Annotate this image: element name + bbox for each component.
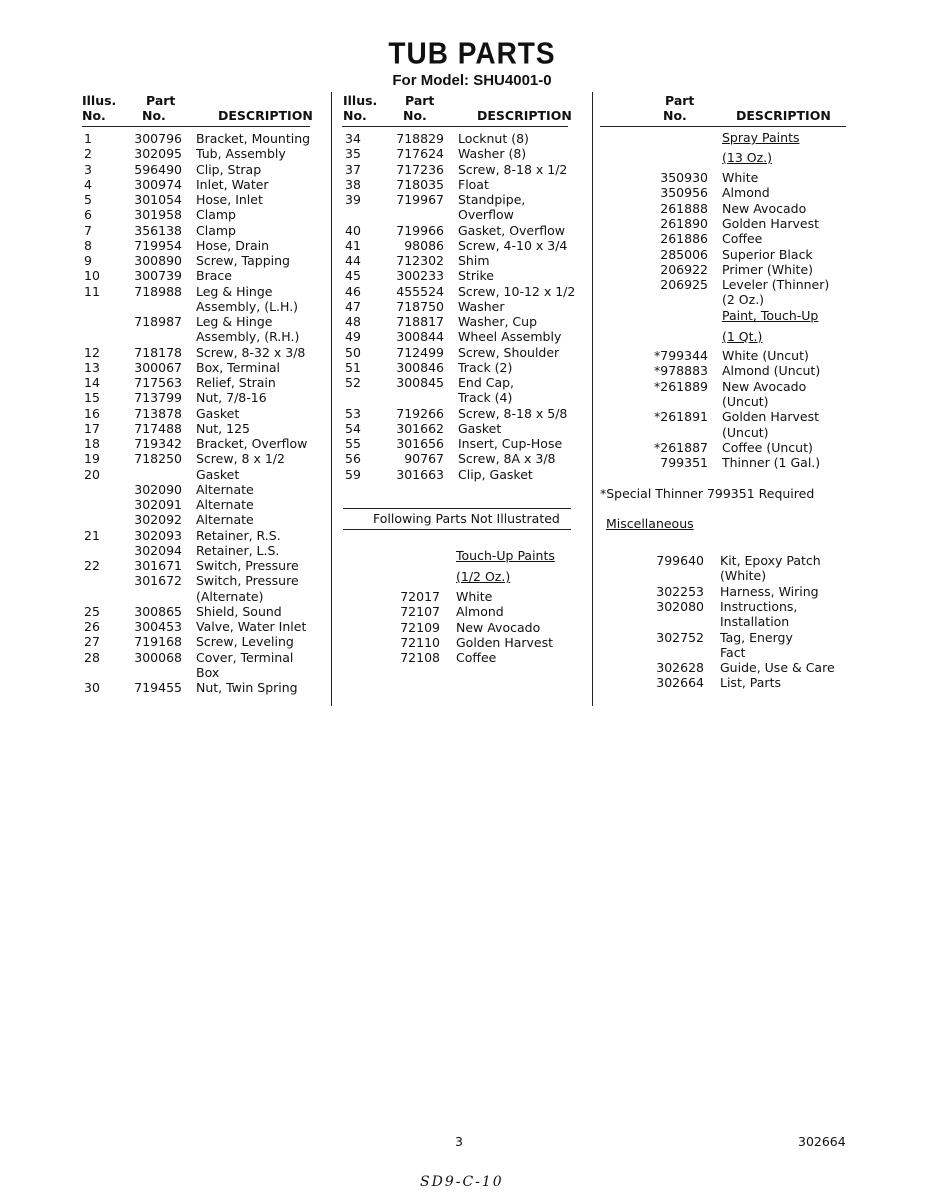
illus-number: 37 [345, 161, 361, 177]
column-divider-1 [331, 92, 332, 706]
part-description: Clip, Gasket [458, 466, 533, 482]
part-number: *261889 [654, 378, 708, 394]
part-number: 300067 [134, 359, 182, 375]
part-number: 718035 [396, 176, 444, 192]
part-description: White [722, 170, 759, 185]
part-number: 350956 [660, 185, 708, 201]
part-description: Shield, Sound [196, 603, 282, 619]
part-number: 300865 [134, 603, 182, 619]
illus-number: 12 [84, 344, 100, 360]
part-description: Washer [458, 298, 505, 314]
part-description: Track (2) [458, 359, 513, 375]
part-number: 98086 [404, 237, 444, 253]
part-description: Relief, Strain [196, 375, 276, 390]
col3-part-header: Part No. [663, 93, 695, 123]
part-number: 302095 [134, 146, 182, 162]
part-number: 718829 [396, 131, 444, 146]
part-description: (Uncut) [722, 424, 769, 440]
part-description: Almond (Uncut) [722, 363, 821, 379]
part-description: Thinner (1 Gal.) [722, 455, 821, 471]
part-description: Almond [456, 604, 504, 620]
part-number: 72110 [400, 634, 440, 650]
illus-number: 18 [84, 436, 100, 451]
part-number: 302664 [656, 675, 704, 691]
part-description: Leveler (Thinner) [722, 277, 830, 293]
illus-number: 20 [84, 466, 100, 482]
part-description: Locknut (8) [458, 131, 529, 146]
illus-number: 9 [84, 253, 92, 268]
part-description: Alternate [196, 512, 254, 528]
part-description: Valve, Water Inlet [196, 619, 307, 634]
illus-number: 14 [84, 375, 100, 390]
part-number: 300068 [134, 649, 182, 665]
illus-number: 45 [345, 268, 361, 284]
part-number: 301663 [396, 466, 444, 482]
not-illustrated-top-rule [343, 508, 571, 509]
part-number: 455524 [396, 283, 444, 299]
part-number: 302092 [134, 512, 182, 528]
col2-illus-header: Illus. No. [343, 93, 378, 123]
illus-number: 46 [345, 283, 361, 299]
paint-touch-up-title: Paint, Touch-Up [722, 308, 819, 323]
part-description: New Avocado [722, 378, 807, 394]
illus-number: 5 [84, 192, 92, 207]
part-number: 719966 [396, 222, 444, 238]
special-thinner-note: *Special Thinner 799351 Required [600, 486, 815, 501]
part-number: 719168 [134, 634, 182, 650]
part-description: Superior Black [722, 246, 813, 262]
part-description: Primer (White) [722, 261, 814, 277]
illus-number: 4 [84, 176, 92, 192]
part-number: 302094 [134, 542, 182, 558]
part-description: Assembly, (R.H.) [196, 329, 300, 345]
part-number: 300974 [134, 176, 182, 192]
part-description: Screw, 8A x 3/8 [458, 451, 556, 467]
part-number: 712302 [396, 253, 444, 268]
part-number: 300844 [396, 329, 444, 345]
part-number: 302091 [134, 497, 182, 512]
part-description: Guide, Use & Care [720, 660, 835, 676]
part-number: 302093 [134, 527, 182, 543]
part-description: (Uncut) [722, 393, 769, 409]
column-divider-2 [592, 92, 593, 706]
part-number: 285006 [660, 246, 708, 262]
illus-number: 51 [345, 359, 361, 375]
part-number: 717488 [134, 420, 182, 436]
illus-number: 50 [345, 344, 361, 360]
illus-number: 56 [345, 451, 361, 467]
part-description: Golden Harvest [722, 215, 820, 231]
part-number: 799640 [656, 553, 704, 568]
illus-number: 44 [345, 253, 361, 268]
illus-number: 59 [345, 466, 361, 482]
part-description: Nut, 125 [196, 420, 250, 436]
part-number: *261891 [654, 409, 708, 425]
col1-illus-header: Illus. No. [82, 93, 117, 123]
part-description: Coffee (Uncut) [722, 439, 813, 455]
part-description: Retainer, R.S. [196, 527, 281, 543]
part-number: 300796 [134, 131, 182, 146]
part-number: 302080 [656, 598, 704, 614]
part-number: 717563 [134, 375, 182, 390]
illus-number: 54 [345, 420, 361, 436]
illus-number: 47 [345, 298, 361, 314]
part-number: 72108 [400, 650, 440, 665]
part-description: Inlet, Water [196, 176, 269, 192]
part-description: Harness, Wiring [720, 583, 819, 599]
illus-number: 40 [345, 222, 361, 238]
illus-number: 26 [84, 619, 100, 634]
part-number: 713878 [134, 405, 182, 421]
illus-number: 55 [345, 436, 361, 451]
part-number: 300846 [396, 359, 444, 375]
part-description: Box [196, 664, 220, 680]
illus-number: 15 [84, 390, 100, 406]
col2-part-header: Part No. [403, 93, 435, 123]
part-number: 718178 [134, 344, 182, 360]
illus-number: 48 [345, 314, 361, 329]
part-description: Screw, 8-18 x 5/8 [458, 405, 568, 421]
illus-number: 6 [84, 207, 92, 223]
part-description: Shim [458, 253, 490, 268]
part-description: Wheel Assembly [458, 329, 562, 345]
part-description: Screw, Tapping [196, 253, 290, 268]
illus-number: 27 [84, 634, 100, 650]
part-number: 301656 [396, 436, 444, 451]
part-description: (White) [720, 568, 767, 584]
part-description: Switch, Pressure [196, 573, 299, 589]
part-description: Gasket [196, 405, 240, 421]
part-description: Hose, Drain [196, 237, 270, 253]
illus-number: 1 [84, 131, 92, 146]
part-description: Gasket [196, 466, 240, 482]
part-number: 301662 [396, 420, 444, 436]
part-description: Screw, Leveling [196, 634, 294, 650]
part-description: Golden Harvest [722, 409, 820, 425]
part-description: Strike [458, 268, 494, 284]
part-description: Washer (8) [458, 146, 527, 162]
part-description: Screw, 8-18 x 1/2 [458, 161, 568, 177]
illus-number: 52 [345, 375, 361, 390]
part-description: Coffee [456, 650, 497, 665]
part-description: Track (4) [458, 390, 513, 406]
page-title: TUB PARTS [388, 36, 556, 71]
part-description: Retainer, L.S. [196, 542, 280, 558]
part-description: (Alternate) [196, 588, 264, 604]
part-number: *799344 [654, 348, 708, 363]
part-description: Gasket, Overflow [458, 222, 566, 238]
part-number: 72107 [400, 604, 440, 620]
col2-description-header: DESCRIPTION [477, 108, 572, 123]
part-description: New Avocado [722, 200, 807, 216]
not-illustrated-heading: Following Parts Not Illustrated [373, 511, 560, 526]
part-description: Screw, 4-10 x 3/4 [458, 237, 568, 253]
document-number: 302664 [798, 1134, 846, 1149]
touch-up-paints-size: (1/2 Oz.) [456, 569, 511, 584]
part-number: 719342 [134, 436, 182, 451]
header-rule-2 [342, 126, 568, 127]
part-description: Screw, Shoulder [458, 344, 560, 360]
illus-number: 53 [345, 405, 361, 421]
part-description: Nut, Twin Spring [196, 680, 298, 695]
part-description: Leg & Hinge [196, 283, 273, 299]
paint-touch-up-size: (1 Qt.) [722, 329, 763, 344]
part-number: 261890 [660, 215, 708, 231]
part-number: 718250 [134, 451, 182, 467]
part-description: Alternate [196, 497, 254, 512]
part-description: Coffee [722, 231, 763, 247]
illus-number: 19 [84, 451, 100, 467]
part-description: Installation [720, 614, 790, 630]
part-number: 718987 [134, 314, 182, 329]
part-description: Clamp [196, 222, 236, 238]
illus-number: 17 [84, 420, 100, 436]
part-number: 799351 [660, 455, 708, 471]
illus-number: 2 [84, 146, 92, 162]
col1-part-header: Part No. [142, 93, 176, 123]
part-description: Box, Terminal [196, 359, 281, 375]
part-description: Insert, Cup-Hose [458, 436, 563, 451]
handwritten-note: SD9-C-10 [420, 1174, 504, 1190]
part-number: 72017 [400, 589, 440, 604]
part-number: 719967 [396, 192, 444, 207]
part-number: 302628 [656, 660, 704, 676]
part-number: 302090 [134, 481, 182, 497]
spray-paints-title: Spray Paints [722, 130, 800, 145]
part-description: Screw, 8-32 x 3/8 [196, 344, 306, 360]
part-description: End Cap, [458, 375, 515, 390]
part-description: Float [458, 176, 489, 192]
part-number: 300845 [396, 375, 444, 390]
touch-up-paints-title: Touch-Up Paints [456, 548, 555, 563]
part-description: Clamp [196, 207, 236, 223]
part-number: 356138 [134, 222, 182, 238]
part-description: Golden Harvest [456, 634, 554, 650]
part-description: Bracket, Overflow [196, 436, 308, 451]
part-description: Gasket [458, 420, 502, 436]
illus-number: 21 [84, 527, 100, 543]
illus-number: 38 [345, 176, 361, 192]
part-description: Leg & Hinge [196, 314, 273, 329]
part-description: Clip, Strap [196, 161, 262, 177]
part-number: 596490 [134, 161, 182, 177]
part-number: 302752 [656, 629, 704, 645]
part-description: Screw, 10-12 x 1/2 [458, 283, 576, 299]
not-illustrated-bottom-rule [343, 529, 571, 530]
part-number: 718988 [134, 283, 182, 299]
page-subtitle: For Model: SHU4001-0 [392, 72, 552, 89]
part-description: White (Uncut) [722, 348, 809, 363]
part-description: Overflow [458, 207, 514, 223]
part-number: 718750 [396, 298, 444, 314]
part-description: Assembly, (L.H.) [196, 298, 299, 314]
illus-number: 25 [84, 603, 100, 619]
illus-number: 7 [84, 222, 92, 238]
illus-number: 49 [345, 329, 361, 345]
part-description: Instructions, [720, 598, 798, 614]
part-number: 301671 [134, 558, 182, 573]
part-number: 261886 [660, 231, 708, 247]
illus-number: 10 [84, 268, 100, 284]
part-number: 300453 [134, 619, 182, 634]
illus-number: 3 [84, 161, 92, 177]
part-description: Tub, Assembly [196, 146, 286, 162]
illus-number: 35 [345, 146, 361, 162]
illus-number: 13 [84, 359, 100, 375]
part-number: 713799 [134, 390, 182, 406]
part-description: (2 Oz.) [722, 292, 765, 308]
part-number: 350930 [660, 170, 708, 185]
part-description: Bracket, Mounting [196, 131, 311, 146]
part-number: 261888 [660, 200, 708, 216]
part-number: 72109 [400, 619, 440, 635]
part-description: White [456, 589, 493, 604]
part-number: *261887 [654, 439, 708, 455]
page-number: 3 [455, 1134, 463, 1149]
illus-number: 41 [345, 237, 361, 253]
part-description: Screw, 8 x 1/2 [196, 451, 285, 467]
part-number: 718817 [396, 314, 444, 329]
illus-number: 39 [345, 192, 361, 207]
part-number: 302253 [656, 583, 704, 599]
part-number: 206922 [660, 261, 708, 277]
part-number: 719266 [396, 405, 444, 421]
part-number: 719954 [134, 237, 182, 253]
header-rule-1 [82, 126, 310, 127]
illus-number: 16 [84, 405, 100, 421]
part-description: Almond [722, 185, 770, 201]
part-description: Alternate [196, 481, 254, 497]
illus-number: 30 [84, 680, 100, 695]
illus-number: 34 [345, 131, 361, 146]
miscellaneous-title: Miscellaneous [606, 516, 694, 531]
part-description: Brace [196, 268, 232, 284]
illus-number: 11 [84, 283, 100, 299]
part-number: 717236 [396, 161, 444, 177]
part-description: Standpipe, [458, 192, 526, 207]
illus-number: 22 [84, 558, 100, 573]
part-description: Hose, Inlet [196, 192, 263, 207]
illus-number: 28 [84, 649, 100, 665]
part-number: 301054 [134, 192, 182, 207]
part-number: *978883 [654, 363, 708, 379]
col3-description-header: DESCRIPTION [736, 108, 831, 123]
part-number: 717624 [396, 146, 444, 162]
part-number: 206925 [660, 277, 708, 293]
part-number: 300739 [134, 268, 182, 284]
illus-number: 8 [84, 237, 92, 253]
part-description: Cover, Terminal [196, 649, 294, 665]
part-description: Nut, 7/8-16 [196, 390, 267, 406]
part-description: New Avocado [456, 619, 541, 635]
part-number: 300890 [134, 253, 182, 268]
part-description: Tag, Energy [720, 629, 793, 645]
spray-paints-size: (13 Oz.) [722, 150, 773, 165]
part-number: 719455 [134, 680, 182, 695]
part-number: 300233 [396, 268, 444, 284]
col1-description-header: DESCRIPTION [218, 108, 313, 123]
part-number: 301672 [134, 573, 182, 589]
header-rule-3 [600, 126, 846, 127]
part-description: Kit, Epoxy Patch [720, 553, 821, 568]
part-description: Fact [720, 644, 746, 660]
part-description: Switch, Pressure [196, 558, 299, 573]
part-number: 712499 [396, 344, 444, 360]
part-number: 301958 [134, 207, 182, 223]
part-number: 90767 [404, 451, 444, 467]
part-description: List, Parts [720, 675, 781, 691]
part-description: Washer, Cup [458, 314, 538, 329]
